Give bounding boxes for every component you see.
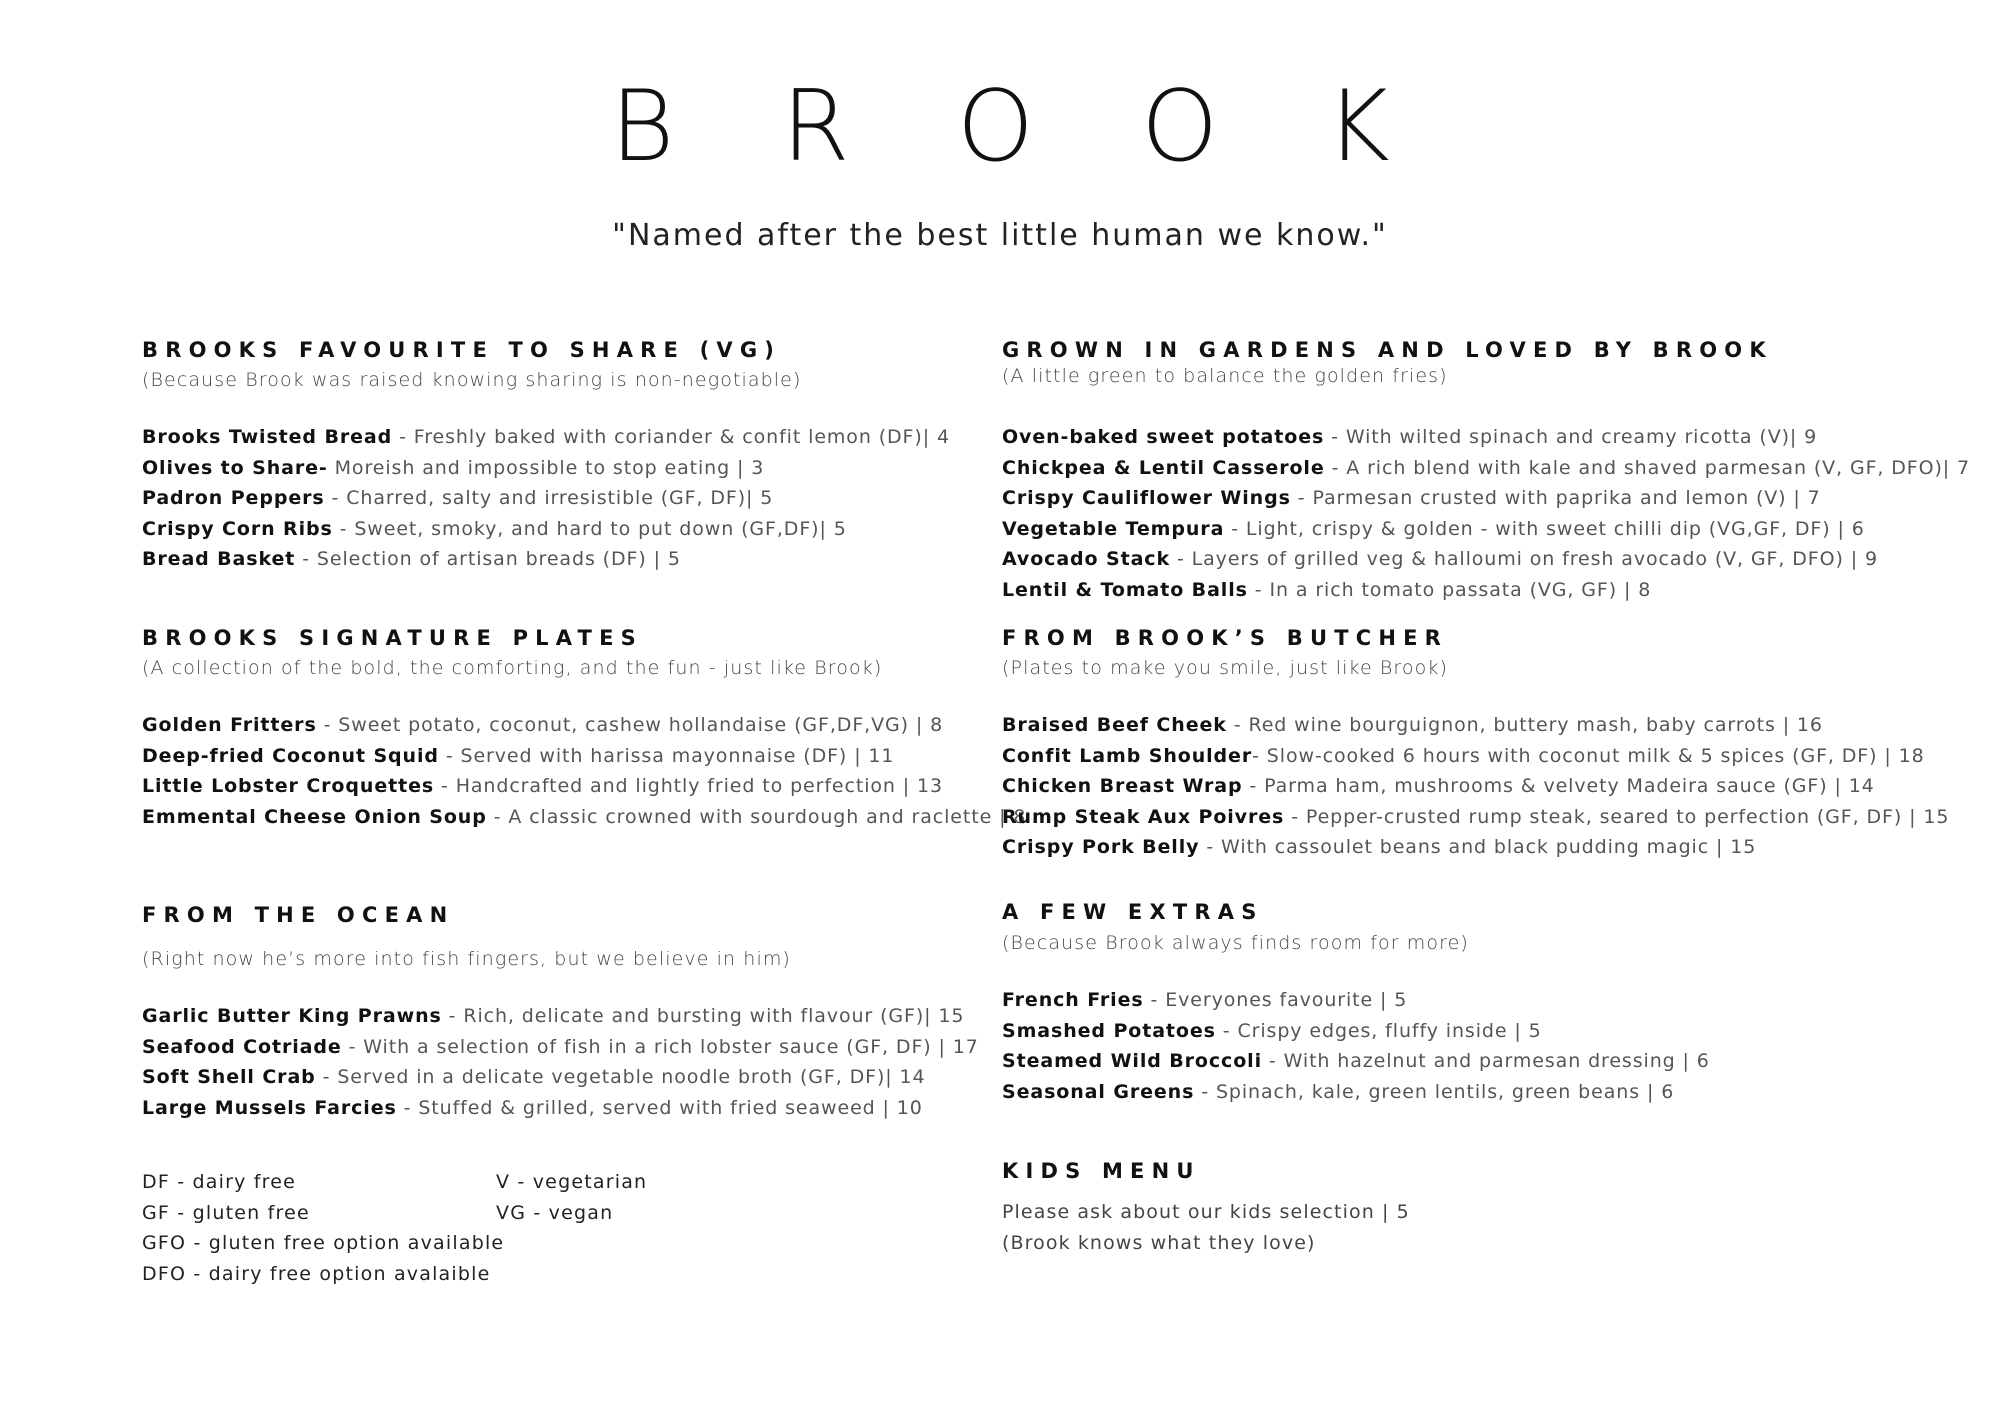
item-desc: - Slow-cooked 6 hours with coconut milk & 5 spices (GF, DF) | 18 bbox=[1252, 744, 1925, 767]
item-name: Braised Beef Cheek bbox=[1002, 714, 1227, 736]
item-name: Lentil & Tomato Balls bbox=[1002, 578, 1248, 601]
item-name: Smashed Potatoes bbox=[1002, 1019, 1216, 1042]
item-desc: - Sweet, smoky, and hard to put down (GF,DF)| 5 bbox=[332, 517, 847, 540]
section-gardens bbox=[1002, 338, 1970, 605]
item-desc: - Parma ham, mushrooms & velvety Madeira sauce (GF) | 14 bbox=[1242, 775, 1875, 797]
menu-item bbox=[142, 771, 1026, 802]
menu-item bbox=[1002, 985, 1710, 1016]
menu-item bbox=[1002, 1046, 1710, 1077]
section-butcher bbox=[1002, 626, 1949, 863]
legend-vg: VG - vegan bbox=[496, 1201, 614, 1224]
menu-item bbox=[142, 483, 950, 514]
menu-item bbox=[1002, 832, 1949, 863]
menu-item bbox=[1002, 544, 1970, 575]
section-ocean bbox=[142, 903, 979, 1123]
section-heading: BROOKS SIGNATURE PLATES bbox=[142, 626, 643, 650]
section-kids bbox=[1002, 1159, 1410, 1258]
item-desc: - Charred, salty and irresistible (GF, DF)| 5 bbox=[324, 487, 774, 509]
item-desc: - Spinach, kale, green lentils, green beans | 6 bbox=[1194, 1080, 1675, 1103]
item-name: Bread Basket bbox=[142, 548, 296, 570]
item-desc: Moreish and impossible to stop eating | 3 bbox=[327, 456, 765, 479]
item-name: Rump Steak Aux Poivres bbox=[1002, 805, 1285, 828]
section-heading: BROOKS FAVOURITE TO SHARE (VG) bbox=[142, 338, 782, 362]
item-desc: - Layers of grilled veg & halloumi on fresh avocado (V, GF, DFO) | 9 bbox=[1170, 548, 1878, 570]
item-name: Crispy Pork Belly bbox=[1002, 836, 1200, 858]
section-subtitle: (Because Brook was raised knowing sharing is non-negotiable) bbox=[142, 369, 802, 391]
menu-item bbox=[1002, 1016, 1710, 1047]
item-desc: - Freshly baked with coriander & confit lemon (DF)| 4 bbox=[392, 426, 950, 448]
item-desc: - Selection of artisan breads (DF) | 5 bbox=[295, 548, 681, 570]
menu-item bbox=[142, 741, 1026, 772]
legend-v: V - vegetarian bbox=[496, 1171, 648, 1193]
menu-item bbox=[142, 710, 1026, 741]
item-desc: - Sweet potato, coconut, cashew hollandaise (GF,DF,VG) | 8 bbox=[316, 714, 944, 736]
legend-gfo: GFO - gluten free option available bbox=[142, 1232, 505, 1254]
menu-item bbox=[1002, 483, 1970, 514]
item-desc: - With hazelnut and parmesan dressing | 6 bbox=[1261, 1050, 1710, 1072]
item-name: Chicken Breast Wrap bbox=[1002, 775, 1243, 797]
item-name: Little Lobster Croquettes bbox=[142, 775, 435, 797]
menu-item bbox=[142, 802, 1026, 833]
item-name: Oven-baked sweet potatoes bbox=[1002, 426, 1325, 448]
item-name: Crispy Cauliflower Wings bbox=[1002, 487, 1291, 509]
menu-item bbox=[142, 453, 950, 484]
item-name: Chickpea & Lentil Casserole bbox=[1002, 456, 1325, 479]
item-name: Padron Peppers bbox=[142, 487, 325, 509]
item-desc: - With a selection of fish in a rich lobster sauce (GF, DF) | 17 bbox=[341, 1035, 979, 1058]
legend-dfo: DFO - dairy free option avalaible bbox=[142, 1262, 491, 1285]
item-desc: - Red wine bourguignon, buttery mash, baby carrots | 16 bbox=[1226, 714, 1823, 736]
item-name: Emmental Cheese Onion Soup bbox=[142, 805, 487, 828]
item-desc: - Light, crispy & golden - with sweet chilli dip (VG,GF, DF) | 6 bbox=[1224, 517, 1865, 540]
menu-item bbox=[142, 1001, 979, 1032]
item-name: Vegetable Tempura bbox=[1002, 517, 1225, 540]
item-name: Garlic Butter King Prawns bbox=[142, 1005, 442, 1027]
item-desc: - Served with harissa mayonnaise (DF) | 11 bbox=[438, 744, 895, 767]
kids-selection-line: Please ask about our kids selection | 5 bbox=[1002, 1201, 1410, 1223]
item-name: Deep-fried Coconut Squid bbox=[142, 744, 439, 767]
section-extras bbox=[1002, 900, 1710, 1107]
item-desc: - Rich, delicate and bursting with flavour (GF)| 15 bbox=[441, 1005, 965, 1027]
item-desc: - With wilted spinach and creamy ricotta (V)| 9 bbox=[1324, 426, 1818, 448]
menu-item bbox=[1002, 741, 1949, 772]
section-heading: A FEW EXTRAS bbox=[1002, 900, 1264, 924]
item-name: Golden Fritters bbox=[142, 714, 317, 736]
restaurant-title: B R O O K bbox=[610, 70, 1428, 184]
item-desc: - Stuffed & grilled, served with fried seaweed | 10 bbox=[396, 1096, 923, 1119]
section-heading: GROWN IN GARDENS AND LOVED BY BROOK bbox=[1002, 338, 1773, 362]
legend-gf: GF - gluten free bbox=[142, 1201, 310, 1224]
section-subtitle: (Right now he’s more into fish fingers, but we believe in him) bbox=[142, 948, 791, 970]
menu-item bbox=[1002, 575, 1970, 606]
item-name: French Fries bbox=[1002, 989, 1144, 1011]
item-name: Soft Shell Crab bbox=[142, 1066, 316, 1088]
section-subtitle: (A collection of the bold, the comforting, and the fun - just like Brook) bbox=[142, 657, 883, 679]
item-desc: - Crispy edges, fluffy inside | 5 bbox=[1215, 1019, 1542, 1042]
menu-item bbox=[142, 1032, 979, 1063]
menu-item bbox=[142, 514, 950, 545]
menu-item bbox=[142, 544, 950, 575]
section-heading: FROM BROOK’S BUTCHER bbox=[1002, 626, 1449, 650]
menu-item bbox=[142, 1093, 979, 1124]
item-name: Crispy Corn Ribs bbox=[142, 517, 333, 540]
section-share bbox=[142, 338, 950, 575]
menu-item bbox=[1002, 1077, 1710, 1108]
menu-item bbox=[1002, 802, 1949, 833]
item-desc: - A rich blend with kale and shaved parmesan (V, GF, DFO)| 7 bbox=[1324, 456, 1971, 479]
menu-item bbox=[142, 1062, 979, 1093]
item-name: Seafood Cotriade bbox=[142, 1035, 342, 1058]
item-name: Seasonal Greens bbox=[1002, 1080, 1195, 1103]
item-desc: - Everyones favourite | 5 bbox=[1143, 989, 1408, 1011]
tagline: "Named after the best little human we know." bbox=[612, 218, 1388, 253]
menu-item bbox=[142, 422, 950, 453]
dietary-legend bbox=[142, 1167, 647, 1289]
item-desc: - Handcrafted and lightly fried to perfection | 13 bbox=[434, 775, 944, 797]
item-name: Large Mussels Farcies bbox=[142, 1096, 397, 1119]
menu-item bbox=[1002, 422, 1970, 453]
item-desc: - In a rich tomato passata (VG, GF) | 8 bbox=[1247, 578, 1652, 601]
section-subtitle: (Because Brook always finds room for more) bbox=[1002, 932, 1469, 954]
menu-item bbox=[1002, 514, 1970, 545]
section-subtitle: (A little green to balance the golden fries) bbox=[1002, 365, 1448, 387]
item-name: Brooks Twisted Bread bbox=[142, 426, 393, 448]
item-name: Olives to Share- bbox=[142, 456, 328, 479]
menu-item bbox=[1002, 771, 1949, 802]
item-desc: - A classic crowned with sourdough and raclette | 8 bbox=[486, 805, 1027, 828]
item-desc: - Served in a delicate vegetable noodle broth (GF, DF)| 14 bbox=[315, 1066, 926, 1088]
legend-df: DF - dairy free bbox=[142, 1171, 297, 1193]
section-signature bbox=[142, 626, 1026, 832]
section-heading: KIDS MENU bbox=[1002, 1159, 1201, 1183]
kids-note-line: (Brook knows what they love) bbox=[1002, 1231, 1316, 1254]
item-name: Steamed Wild Broccoli bbox=[1002, 1050, 1262, 1072]
section-subtitle: (Plates to make you smile, just like Brook) bbox=[1002, 657, 1448, 679]
menu-item bbox=[1002, 453, 1970, 484]
item-name: Confit Lamb Shoulder bbox=[1002, 744, 1253, 767]
section-heading: FROM THE OCEAN bbox=[142, 903, 455, 927]
item-desc: - Parmesan crusted with paprika and lemon (V) | 7 bbox=[1290, 487, 1821, 509]
item-name: Avocado Stack bbox=[1002, 548, 1171, 570]
menu-item bbox=[1002, 710, 1949, 741]
item-desc: - Pepper-crusted rump steak, seared to perfection (GF, DF) | 15 bbox=[1284, 805, 1950, 828]
item-desc: - With cassoulet beans and black pudding magic | 15 bbox=[1199, 836, 1757, 858]
